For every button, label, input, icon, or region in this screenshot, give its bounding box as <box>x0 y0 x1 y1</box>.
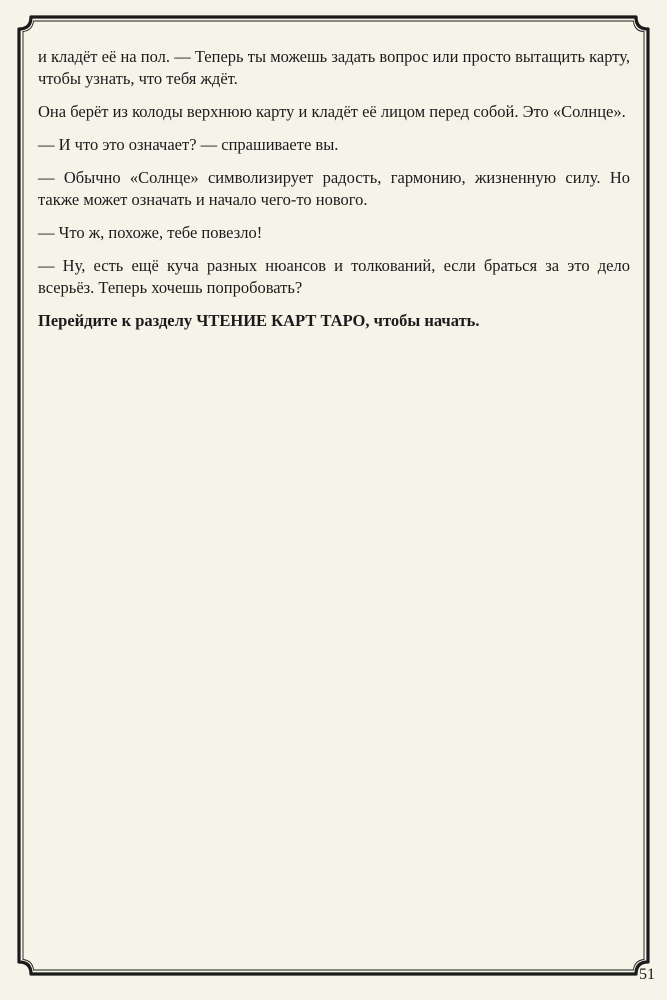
paragraph-1: и кладёт её на пол. — Теперь ты можешь задать вопрос или просто вытащить карту, чтобы узнать, что тебя ждёт. <box>38 47 630 88</box>
paragraph-6: — Ну, есть ещё куча разных нюансов и толкований, если браться за это дело всерьёз. Теперь хочешь попробовать? <box>38 256 630 297</box>
paragraph-3: — И что это означает? — спрашиваете вы. <box>38 135 339 154</box>
page-number: 51 <box>639 966 655 983</box>
paragraph-4: — Обычно «Солнце» символизирует радость, гармонию, жизненную силу. Но также может означать и начало чего-то нового. <box>38 168 630 209</box>
page-text <box>38 46 630 343</box>
call-to-action: Перейдите к разделу ЧТЕНИЕ КАРТ ТАРО, чтобы начать. <box>38 311 480 330</box>
paragraph-2: Она берёт из колоды верхнюю карту и кладёт её лицом перед собой. Это «Солнце». <box>38 102 626 121</box>
paragraph-5: — Что ж, похоже, тебе повезло! <box>38 223 263 242</box>
